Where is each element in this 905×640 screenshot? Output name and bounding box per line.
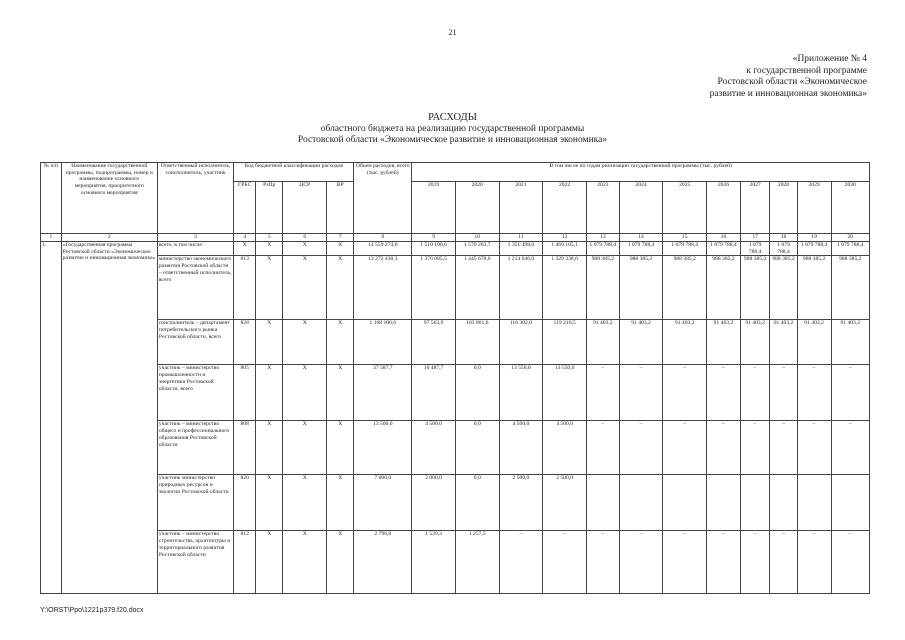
year-value-cell: 988 385,2 <box>831 256 870 320</box>
col-number: 6 <box>283 234 327 242</box>
year-value-cell: 97 563,9 <box>412 320 456 365</box>
year-value-cell: 91 403,2 <box>740 320 769 365</box>
header-grbs: ГРБС <box>234 182 256 234</box>
vr-cell: X <box>327 256 354 320</box>
year-value-cell: 91 403,2 <box>586 320 619 365</box>
year-value-cell: 1 539,3 <box>412 531 456 594</box>
header-volume: Объем расходов, всего (тыс. рублей) <box>354 163 412 234</box>
year-value-cell: 0,0 <box>455 475 499 531</box>
column-number-row <box>41 234 870 242</box>
col-number: 13 <box>586 234 619 242</box>
year-value-cell: – <box>707 421 741 475</box>
header-year: 2025 <box>663 182 707 234</box>
header-year: 2026 <box>707 182 741 234</box>
header-year: 2020 <box>455 182 499 234</box>
year-value-cell: – <box>831 531 870 594</box>
header-rzpr: РзПр <box>256 182 283 234</box>
table-row <box>41 421 870 475</box>
year-value-cell <box>619 475 663 531</box>
header-vr: ВР <box>327 182 354 234</box>
year-value-cell: 13 550,0 <box>499 365 543 421</box>
vr-cell: X <box>327 421 354 475</box>
total-cell: 14 559 274,6 <box>354 242 412 256</box>
table-row <box>41 256 870 320</box>
csr-cell: X <box>283 475 327 531</box>
grbs-cell: 812 <box>234 531 256 594</box>
appendix-header <box>710 54 867 100</box>
document-title <box>0 112 905 147</box>
year-value-cell: 91 403,2 <box>663 320 707 365</box>
csr-cell: X <box>283 421 327 475</box>
executor-cell: участник министерство природных ресурсов и экологии Ростовской области <box>157 475 233 531</box>
year-value-cell: 119 216,5 <box>543 320 587 365</box>
year-value-cell: – <box>663 365 707 421</box>
col-number: 17 <box>740 234 769 242</box>
year-value-cell: 1 079 788,4 <box>770 242 797 256</box>
year-value-cell: – <box>797 531 831 594</box>
year-value-cell: – <box>740 421 769 475</box>
year-value-cell: 2 000,0 <box>412 475 456 531</box>
year-value-cell: – <box>586 421 619 475</box>
executor-cell: соисполнитель – департамент потребительского рынка Ростовской области, всего <box>157 320 233 365</box>
year-value-cell: 1 079 788,4 <box>619 242 663 256</box>
col-number: 18 <box>770 234 797 242</box>
year-value-cell: 988 385,2 <box>770 256 797 320</box>
year-value-cell: 988 385,2 <box>663 256 707 320</box>
vr-cell: X <box>327 320 354 365</box>
year-value-cell: 988 385,2 <box>797 256 831 320</box>
year-value-cell <box>740 475 769 531</box>
col-number: 1 <box>41 234 62 242</box>
year-value-cell: – <box>797 421 831 475</box>
year-value-cell: – <box>740 365 769 421</box>
year-value-cell: – <box>499 531 543 594</box>
year-value-cell: – <box>797 365 831 421</box>
grbs-cell: 805 <box>234 365 256 421</box>
header-year: 2030 <box>831 182 870 234</box>
year-value-cell: – <box>770 365 797 421</box>
year-value-cell: 10 487,7 <box>412 365 456 421</box>
year-value-cell: 1 079 788,4 <box>663 242 707 256</box>
year-value-cell: – <box>586 531 619 594</box>
csr-cell: X <box>283 242 327 256</box>
grbs-cell: 813 <box>234 256 256 320</box>
col-number: 12 <box>543 234 587 242</box>
year-value-cell <box>770 475 797 531</box>
table-row <box>41 320 870 365</box>
year-value-cell: – <box>707 365 741 421</box>
col-number: 14 <box>619 234 663 242</box>
rzpr-cell: X <box>256 531 283 594</box>
budget-table <box>40 162 870 594</box>
col-number: 5 <box>256 234 283 242</box>
year-value-cell: 4 500,0 <box>499 421 543 475</box>
year-value-cell <box>586 475 619 531</box>
vr-cell: X <box>327 242 354 256</box>
year-value-cell: 1 570 263,7 <box>455 242 499 256</box>
rzpr-cell: X <box>256 320 283 365</box>
total-cell: 13 272 430,3 <box>354 256 412 320</box>
year-value-cell: – <box>707 531 741 594</box>
year-value-cell: – <box>619 421 663 475</box>
year-value-cell <box>797 475 831 531</box>
grbs-cell: X <box>234 242 256 256</box>
year-value-cell: – <box>619 365 663 421</box>
year-value-cell: 1 079 788,4 <box>586 242 619 256</box>
vr-cell: X <box>327 365 354 421</box>
year-value-cell: 1 079 788,4 <box>707 242 741 256</box>
year-value-cell: 91 403,2 <box>770 320 797 365</box>
col-number: 8 <box>354 234 412 242</box>
year-value-cell: 1 079 788,4 <box>831 242 870 256</box>
program-name: «Государственная программа Ростовской области «Экономическое развитие и инновационная экономика» <box>61 242 157 594</box>
year-value-cell: 2 500,0 <box>543 475 587 531</box>
year-value-cell: 0,0 <box>455 365 499 421</box>
title-line: Ростовской области «Экономическое развитие и инновационная экономика» <box>297 135 608 145</box>
total-cell: 7 000,0 <box>354 475 412 531</box>
total-cell: 13 500,0 <box>354 421 412 475</box>
year-value-cell: 1 510 100,6 <box>412 242 456 256</box>
col-number: 3 <box>157 234 233 242</box>
header-year: 2024 <box>619 182 663 234</box>
vr-cell: X <box>327 475 354 531</box>
year-value-cell: 1 329 338,6 <box>543 256 587 320</box>
year-value-cell <box>707 475 741 531</box>
header-year: 2023 <box>586 182 619 234</box>
header-year: 2027 <box>740 182 769 234</box>
year-value-cell: 91 403,2 <box>797 320 831 365</box>
rzpr-cell: X <box>256 365 283 421</box>
csr-cell: X <box>283 531 327 594</box>
year-value-cell: – <box>831 365 870 421</box>
col-number: 2 <box>61 234 157 242</box>
grbs-cell: 828 <box>234 320 256 365</box>
col-number: 19 <box>797 234 831 242</box>
appendix-line: к государственной программе <box>746 65 867 76</box>
year-value-cell: 0,0 <box>455 421 499 475</box>
year-value-cell: 988 385,2 <box>586 256 619 320</box>
header-code-group: Код бюджетной классификации расходов <box>234 163 354 182</box>
header-year: 2028 <box>770 182 797 234</box>
grbs-cell: 820 <box>234 475 256 531</box>
rzpr-cell: X <box>256 421 283 475</box>
header-executor: Ответственный исполнитель, соисполнитель, участник <box>157 163 233 234</box>
col-number: 20 <box>831 234 870 242</box>
year-value-cell: – <box>619 531 663 594</box>
executor-cell: министерство экономического развития Ростовской области – ответственный исполнитель, всего <box>157 256 233 320</box>
total-cell: 37 587,7 <box>354 365 412 421</box>
header-num: № п/п <box>41 163 62 234</box>
year-value-cell: – <box>586 365 619 421</box>
year-value-cell: 988 385,2 <box>740 256 769 320</box>
year-value-cell: 4 500,0 <box>543 421 587 475</box>
file-path-footer: Y:\ORST\Ppo\1221p379.f20.docx <box>40 607 144 614</box>
title-line: областного бюджета на реализацию государственной программы <box>320 123 585 134</box>
executor-cell: участник – министерство общего и профессионального образования Ростовской области <box>157 421 233 475</box>
col-number: 9 <box>412 234 456 242</box>
rzpr-cell: X <box>256 475 283 531</box>
page-number: 21 <box>448 28 457 37</box>
csr-cell: X <box>283 365 327 421</box>
executor-cell: участник – министерство промышленности и энергетики Ростовской области, всего <box>157 365 233 421</box>
year-value-cell: 1 214 646,0 <box>499 256 543 320</box>
header-name: Наименование государственной программы, подпрограммы, номер и наименование основного мероприятия, приоритетного основного мероприятия <box>61 163 157 234</box>
col-number: 11 <box>499 234 543 242</box>
csr-cell: X <box>283 320 327 365</box>
table-row <box>41 242 870 256</box>
total-cell: 1 168 106,6 <box>354 320 412 365</box>
year-value-cell: 91 403,2 <box>707 320 741 365</box>
header-year: 2022 <box>543 182 587 234</box>
year-value-cell: 91 403,2 <box>831 320 870 365</box>
year-value-cell: 1 257,5 <box>455 531 499 594</box>
appendix-line: Ростовской области «Экономическое <box>717 77 867 87</box>
vr-cell: X <box>327 531 354 594</box>
year-value-cell: – <box>543 531 587 594</box>
year-value-cell: – <box>770 531 797 594</box>
table-row <box>41 475 870 531</box>
year-value-cell: – <box>663 421 707 475</box>
program-number: 1. <box>41 242 62 594</box>
year-value-cell: 1 469 105,1 <box>543 242 587 256</box>
header-year: 2021 <box>499 182 543 234</box>
year-value-cell: 91 403,2 <box>619 320 663 365</box>
header-years-group: В том числе по годам реализации государственной программы (тыс. рублей) <box>412 163 870 182</box>
year-value-cell: 116 302,0 <box>499 320 543 365</box>
rzpr-cell: X <box>256 256 283 320</box>
year-value-cell <box>663 475 707 531</box>
header-year: 2019 <box>412 182 456 234</box>
year-value-cell: – <box>740 531 769 594</box>
year-value-cell: – <box>770 421 797 475</box>
year-value-cell: 1 079 788,4 <box>797 242 831 256</box>
col-number: 16 <box>707 234 741 242</box>
total-cell: 2 796,8 <box>354 531 412 594</box>
header-year: 2029 <box>797 182 831 234</box>
year-value-cell <box>831 475 870 531</box>
year-value-cell: – <box>831 421 870 475</box>
year-value-cell: 1 376 085,5 <box>412 256 456 320</box>
table-row <box>41 365 870 421</box>
csr-cell: X <box>283 256 327 320</box>
appendix-line: развитие и инновационная экономика» <box>709 88 867 99</box>
year-value-cell: 1 445 678,6 <box>455 256 499 320</box>
col-number: 4 <box>234 234 256 242</box>
table-row <box>41 531 870 594</box>
executor-cell: участник – министерство строительства, архитектуры и территориального развития Ростовской области <box>157 531 233 594</box>
executor-cell: всего, в том числе: <box>157 242 233 256</box>
year-value-cell: 13 550,0 <box>543 365 587 421</box>
year-value-cell: – <box>663 531 707 594</box>
col-number: 10 <box>455 234 499 242</box>
title-heading: РАСХОДЫ <box>428 112 477 123</box>
year-value-cell: 1 079 788,4 <box>740 242 769 256</box>
header-csr: ЦСР <box>283 182 327 234</box>
year-value-cell: 103 861,6 <box>455 320 499 365</box>
year-value-cell: 988 385,2 <box>707 256 741 320</box>
year-value-cell: 1 351 498,0 <box>499 242 543 256</box>
appendix-line: «Приложение № 4 <box>792 54 867 64</box>
year-value-cell: 4 500,0 <box>412 421 456 475</box>
year-value-cell: 988 385,2 <box>619 256 663 320</box>
col-number: 7 <box>327 234 354 242</box>
rzpr-cell: X <box>256 242 283 256</box>
col-number: 15 <box>663 234 707 242</box>
grbs-cell: 808 <box>234 421 256 475</box>
year-value-cell: 2 500,0 <box>499 475 543 531</box>
